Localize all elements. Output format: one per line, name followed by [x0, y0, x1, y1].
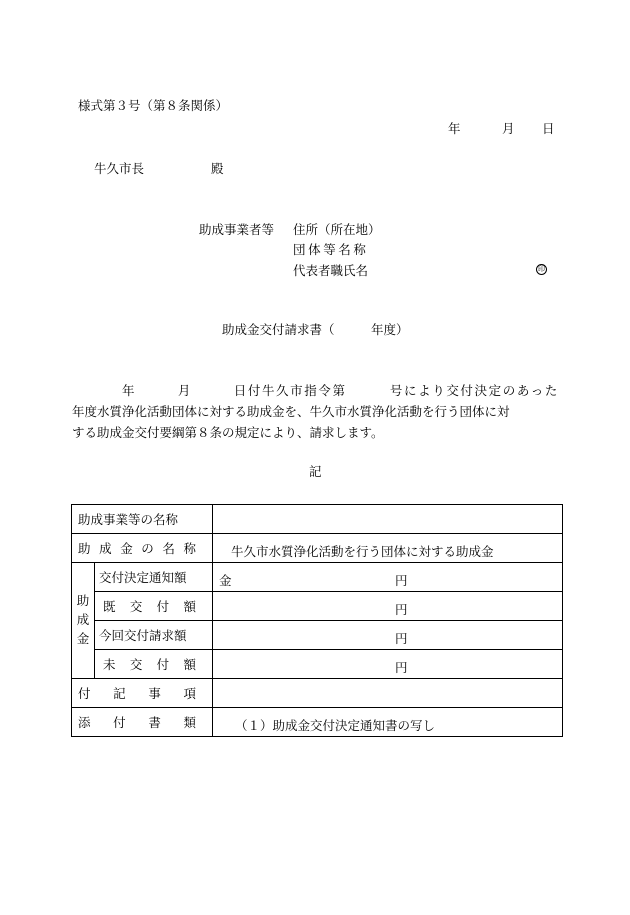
yen-label: 円 — [395, 631, 408, 646]
table-row — [72, 679, 563, 708]
grant-group-char: 助 — [76, 593, 90, 609]
project-name-label: 助成事業等の名称 — [72, 505, 213, 534]
notes-label — [72, 679, 213, 708]
addressee-name: 牛久市長 — [94, 161, 145, 176]
paid-char: 交 — [129, 599, 143, 614]
table-row — [72, 650, 563, 679]
body-month: 月 — [177, 383, 191, 398]
notes-char: 記 — [113, 686, 126, 701]
yen-label: 円 — [395, 660, 408, 675]
date-year-label: 年 — [448, 121, 461, 136]
project-name-value — [213, 505, 563, 534]
attach-char: 添 — [78, 715, 91, 730]
body-line-3: する助成金交付要綱第８条の規定により、請求します。 — [72, 425, 384, 440]
body-decision: 号により交付決定のあった — [389, 383, 559, 398]
date-day-label: 日 — [542, 121, 555, 136]
grant-group-char: 金 — [76, 630, 90, 646]
seal-icon: 印 — [538, 265, 545, 273]
notes-char: 項 — [183, 686, 196, 701]
grant-name-char: 名 — [162, 541, 175, 556]
grant-name-label — [72, 534, 213, 563]
table-row — [72, 534, 563, 563]
table-row — [72, 708, 563, 737]
representative-label: 代表者職氏名 — [293, 263, 369, 278]
grant-name-char: 成 — [99, 541, 112, 556]
attachments-label — [72, 708, 213, 737]
unpaid-amount-value — [213, 650, 563, 679]
table-row — [72, 621, 563, 650]
paid-char: 額 — [183, 599, 196, 614]
yen-label: 円 — [395, 602, 408, 617]
this-request-value — [213, 621, 563, 650]
kin-label: 金 — [219, 573, 232, 588]
paid-amount-value — [213, 592, 563, 621]
notes-value — [213, 679, 563, 708]
address-label: 住所（所在地） — [293, 222, 381, 237]
unpaid-amount-label — [95, 650, 213, 679]
grant-name-text: 牛久市水質浄化活動を行う団体に対する助成金 — [231, 544, 494, 559]
attachments-value — [213, 708, 563, 737]
grant-name-char: の — [141, 541, 154, 556]
paid-char: 既 — [103, 599, 116, 614]
notes-char: 付 — [78, 686, 91, 701]
document-title: 助成金交付請求書（ — [222, 322, 335, 337]
ki-label: 記 — [309, 464, 322, 479]
attach-char: 書 — [148, 715, 161, 730]
decision-amount-label: 交付決定通知額 — [95, 563, 213, 592]
paid-amount-label — [95, 592, 213, 621]
yen-label: 円 — [395, 573, 408, 588]
table-row — [72, 592, 563, 621]
table-row — [72, 505, 563, 534]
applicant-label: 助成事業者等 — [199, 222, 275, 237]
grant-name-value — [213, 534, 563, 563]
grant-name-char: 助 — [78, 541, 91, 556]
document-title-year: 年度） — [371, 322, 409, 337]
table-row — [72, 563, 563, 592]
paid-char: 付 — [156, 599, 170, 614]
notes-char: 事 — [148, 686, 161, 701]
addressee-honorific: 殿 — [211, 161, 224, 176]
grant-table — [71, 504, 563, 737]
attach-char: 類 — [183, 715, 196, 730]
body-year: 年 — [122, 383, 135, 398]
body-line-2: 年度水質浄化活動団体に対する助成金を、牛久市水質浄化活動を行う団体に対 — [72, 404, 510, 419]
attach-char: 付 — [113, 715, 126, 730]
date-month-label: 月 — [502, 121, 515, 136]
grant-group-label — [72, 563, 95, 679]
body-line-1 — [72, 385, 559, 398]
unpaid-char: 額 — [183, 657, 196, 672]
this-request-label: 今回交付請求額 — [95, 621, 213, 650]
grant-group-char: 成 — [76, 612, 90, 628]
grant-name-char: 金 — [120, 541, 133, 556]
group-name-label: 団体等名称 — [293, 242, 369, 257]
body-directive: 日付牛久市指令第 — [233, 383, 347, 398]
grant-name-char: 称 — [183, 541, 196, 556]
unpaid-char: 交 — [129, 657, 143, 672]
attachment-text: （１）助成金交付決定通知書の写し — [235, 718, 436, 733]
form-number: 様式第３号（第８条関係） — [78, 98, 229, 113]
unpaid-char: 未 — [103, 657, 116, 672]
decision-amount-value — [213, 563, 563, 592]
unpaid-char: 付 — [156, 657, 170, 672]
